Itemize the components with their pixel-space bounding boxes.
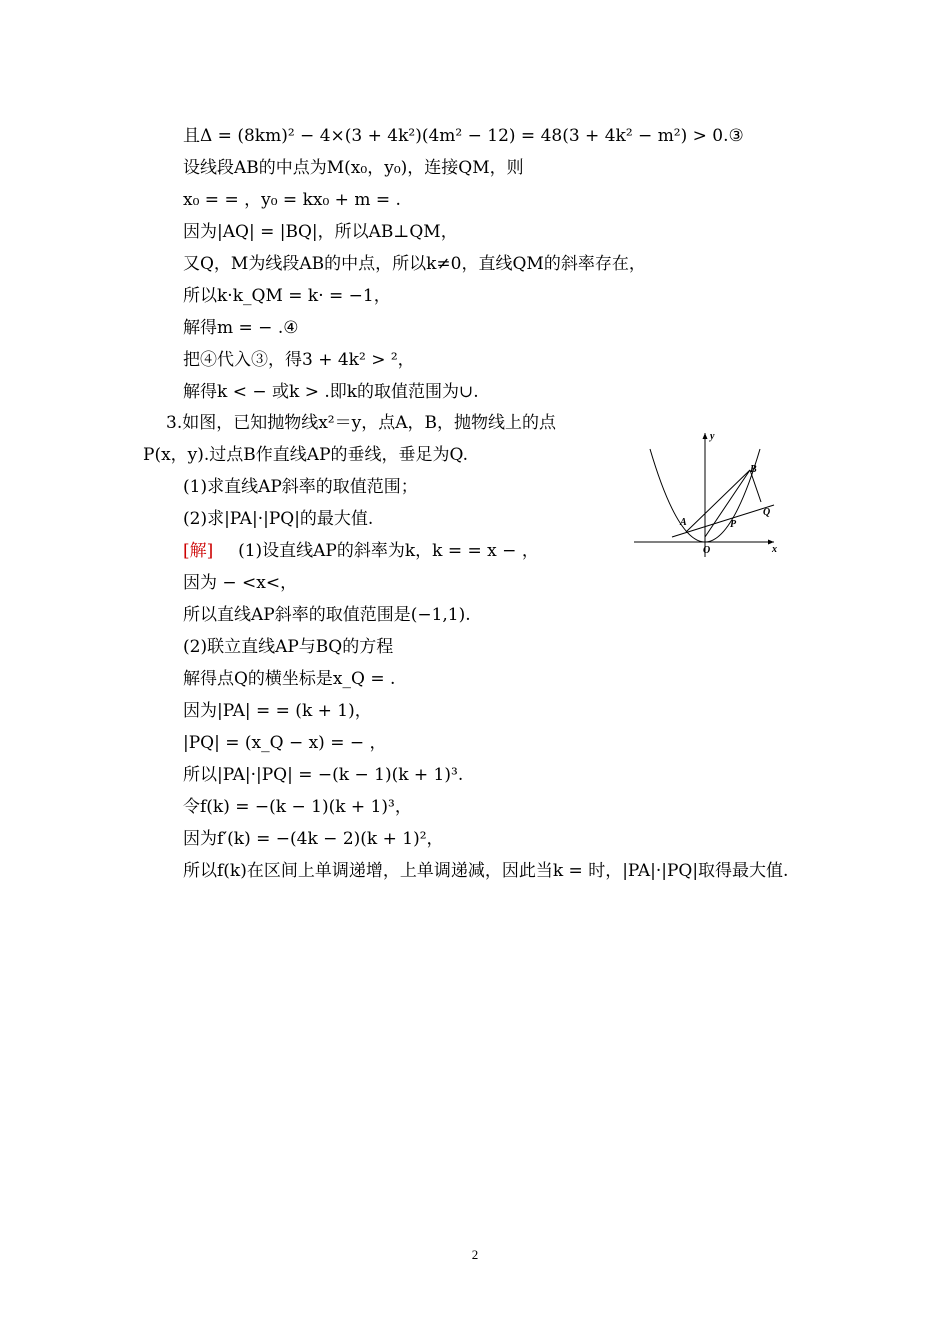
text-line-5: 又Q，M为线段AB的中点，所以k≠0，直线QM的斜率存在， [183,254,646,274]
solution-line-5: 解得点Q的横坐标是x_Q = . [183,669,396,689]
text-line-1: 且Δ = (8km)² − 4×(3 + 4k²)(4m² − 12) = 48(3 + 4k² − m²) > 0.③ [183,126,744,146]
y-axis-arrow [703,433,708,439]
solution-line-10: 因为f′(k) = −(4k − 2)(k + 1)²， [183,829,444,849]
label-q: Q [763,507,771,518]
solution-line-4: (2)联立直线AP与BQ的方程 [183,637,394,657]
label-origin: O [703,545,711,556]
solution-line-1 [183,540,539,562]
question-2: (2)求|PA|·|PQ|的最大值. [183,509,374,529]
page-number: 2 [471,1247,479,1262]
text-line-4: 因为|AQ| = |BQ|，所以AB⊥QM， [183,222,458,242]
solution-line-11: 所以f(k)在区间上单调递增，上单调递减，因此当k = 时，|PA|·|PQ|取得最大值. [183,861,789,881]
label-a: A [680,517,687,528]
text-line-9: 解得k < − 或k > .即k的取值范围为∪. [183,382,479,402]
label-x: x [772,544,777,555]
label-p: P [730,519,737,530]
text-line-8: 把④代入③，得3 + 4k² > ²， [183,350,415,370]
solution-line-8: 所以|PA|·|PQ| = −(k − 1)(k + 1)³. [183,765,464,785]
solution-text: (1)设直线AP的斜率为k，k = = x − ， [238,541,539,561]
solution-line-3: 所以直线AP斜率的取值范围是(−1,1). [183,605,471,625]
text-line-6: 所以k·k_QM = k· = −1， [183,286,391,306]
solution-line-9: 令f(k) = −(k − 1)(k + 1)³， [183,797,412,817]
solution-line-2: 因为 − <x<， [183,573,298,593]
solution-line-6: 因为|PA| = = (k + 1)， [183,701,372,721]
text-line-3: x₀ = = ，y₀ = kx₀ + m = . [183,190,401,210]
problem-3-statement-cont: P(x，y).过点B作直线AP的垂线，垂足为Q. [143,445,468,465]
text-line-2: 设线段AB的中点为M(x₀，y₀)，连接QM，则 [183,158,524,178]
solution-tag: [解] [183,541,214,561]
parabola-figure [630,425,780,560]
label-b: B [750,464,757,475]
text-line-7: 解得m = − .④ [183,318,299,338]
label-y: y [710,431,715,442]
problem-3-statement: 3.如图，已知抛物线x²＝y，点A，B，抛物线上的点 [166,413,556,433]
solution-line-7: |PQ| = (x_Q − x) = − ， [183,733,387,753]
question-1: (1)求直线AP斜率的取值范围； [183,477,418,497]
